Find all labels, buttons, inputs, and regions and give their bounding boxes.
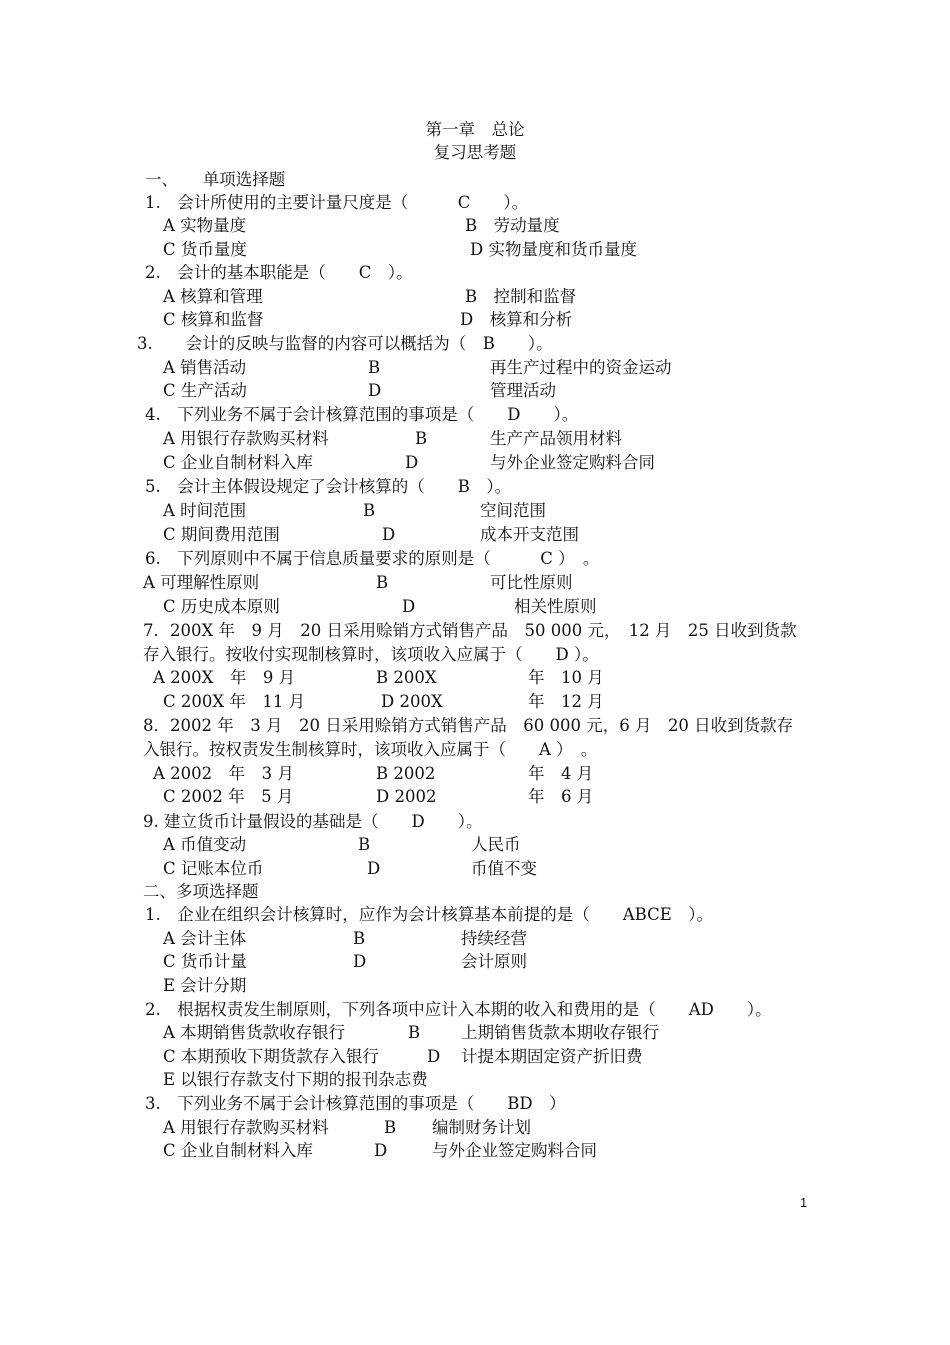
q5-option-c: C 期间费用范围 [163, 525, 280, 544]
m1-option-c: C 货币计量 [163, 952, 247, 971]
q8-option-c: C 2002 年 5 月 [163, 787, 294, 806]
question-8-line-2: 入银行。按权责发生制核算时，该项收入应属于（ A ） 。 [143, 740, 598, 759]
section-heading-single-choice: 一、 单项选择题 [145, 170, 286, 189]
m3-option-c: C 企业自制材料入库 [163, 1141, 313, 1160]
m1-option-b-letter: B [353, 929, 366, 948]
question-2: 2. 会计的基本职能是（ C ）。 [145, 263, 413, 282]
q3-option-a: A 销售活动 [163, 358, 247, 377]
m1-option-d-text: 会计原则 [461, 952, 527, 971]
q9-option-c: C 记账本位币 [163, 859, 264, 878]
m2-option-e: E 以银行存款支付下期的报刊杂志费 [163, 1070, 428, 1089]
q6-option-b-text: 可比性原则 [490, 573, 573, 592]
q6-option-b-letter: B [376, 573, 389, 592]
m1-option-d-letter: D [353, 952, 367, 971]
question-8-line-1: 8．2002 年 3 月 20 日采用赊销方式销售产品 60 000 元，6 月 20 日收到货款存 [143, 716, 794, 735]
q3-option-d-text: 管理活动 [490, 381, 556, 400]
multi-question-3: 3. 下列业务不属于会计核算范围的事项是（ BD ） [145, 1094, 566, 1113]
q7-option-d-letter: D 200X [381, 692, 443, 711]
q1-option-a: A 实物量度 [163, 216, 247, 235]
q6-option-a: A 可理解性原则 [143, 573, 260, 592]
question-9: 9. 建立货币计量假设的基础是（ D ）。 [143, 812, 483, 831]
q9-option-b-text: 人民币 [471, 835, 521, 854]
question-5: 5. 会计主体假设规定了会计核算的（ B ）。 [145, 477, 512, 496]
multi-question-2: 2. 根据权责发生制原则，下列各项中应计入本期的收入和费用的是（ AD ）。 [145, 1000, 772, 1019]
q3-option-c: C 生产活动 [163, 381, 247, 400]
section-heading-multiple-choice: 二、多项选择题 [143, 882, 259, 901]
q4-option-d-letter: D [405, 453, 419, 472]
q6-option-d-text: 相关性原则 [514, 597, 597, 616]
q8-option-d-text: 年 6 月 [528, 787, 594, 806]
m2-option-b-text: 上期销售货款本期收存银行 [461, 1023, 659, 1042]
q2-option-c: C 核算和监督 [163, 310, 264, 329]
chapter-title: 第一章 总论 [425, 120, 525, 139]
q5-option-a: A 时间范围 [163, 501, 247, 520]
q7-option-a: A 200X 年 9 月 [153, 668, 296, 687]
q4-option-d-text: 与外企业签定购料合同 [490, 453, 655, 472]
q9-option-d-letter: D [367, 859, 381, 878]
q1-option-b: B 劳动量度 [465, 216, 560, 235]
q4-option-b-text: 生产产品领用材料 [490, 429, 622, 448]
q8-option-d-letter: D 2002 [376, 787, 437, 806]
m3-option-a: A 用银行存款购买材料 [163, 1118, 329, 1137]
q8-option-a: A 2002 年 3 月 [153, 764, 294, 783]
m2-option-a: A 本期销售货款收存银行 [163, 1023, 346, 1042]
q3-option-b-text: 再生产过程中的资金运动 [490, 358, 672, 377]
q7-option-b-letter: B 200X [376, 668, 437, 687]
q7-option-c: C 200X 年 11 月 [163, 692, 306, 711]
q9-option-b-letter: B [358, 835, 371, 854]
q7-option-b-text: 年 10 月 [528, 668, 604, 687]
m1-option-e: E 会计分期 [163, 976, 247, 995]
q2-option-a: A 核算和管理 [163, 287, 263, 306]
q9-option-d-text: 币值不变 [471, 859, 537, 878]
q5-option-b-text: 空间范围 [480, 501, 546, 520]
m3-option-d-letter: D [374, 1141, 388, 1160]
m1-option-a: A 会计主体 [163, 929, 247, 948]
m2-option-b-letter: B [408, 1023, 421, 1042]
question-6: 6. 下列原则中不属于信息质量要求的原则是（ C ） 。 [145, 549, 600, 568]
m3-option-b-text: 编制财务计划 [432, 1118, 531, 1137]
q8-option-b-text: 年 4 月 [528, 764, 594, 783]
m2-option-d-letter: D [427, 1047, 441, 1066]
q2-option-b: B 控制和监督 [465, 287, 577, 306]
question-1: 1. 会计所使用的主要计量尺度是（ C ）。 [145, 193, 529, 212]
q4-option-c: C 企业自制材料入库 [163, 453, 313, 472]
question-4: 4. 下列业务不属于会计核算范围的事项是（ D ）。 [145, 405, 579, 424]
m3-option-d-text: 与外企业签定购料合同 [432, 1141, 597, 1160]
q2-option-d: D 核算和分析 [460, 310, 573, 329]
q9-option-a: A 币值变动 [163, 835, 247, 854]
multi-question-1: 1. 企业在组织会计核算时，应作为会计核算基本前提的是（ ABCE ）。 [145, 905, 714, 924]
q1-option-d: D 实物量度和货币量度 [470, 240, 637, 259]
q3-option-b-letter: B [368, 358, 381, 377]
q4-option-b-letter: B [415, 429, 428, 448]
q4-option-a: A 用银行存款购买材料 [163, 429, 329, 448]
q6-option-c: C 历史成本原则 [163, 597, 280, 616]
q5-option-b-letter: B [363, 501, 376, 520]
question-7-line-1: 7．200X 年 9 月 20 日采用赊销方式销售产品 50 000 元， 12 月 25 日收到货款 [143, 621, 797, 640]
q5-option-d-letter: D [382, 525, 396, 544]
m3-option-b-letter: B [384, 1118, 397, 1137]
m2-option-d-text: 计提本期固定资产折旧费 [461, 1047, 643, 1066]
q5-option-d-text: 成本开支范围 [480, 525, 579, 544]
m1-option-b-text: 持续经营 [461, 929, 527, 948]
question-3: 3. 会计的反映与监督的内容可以概括为（ B ）。 [137, 334, 553, 353]
m2-option-c: C 本期预收下期货款存入银行 [163, 1047, 379, 1066]
question-7-line-2: 存入银行。按收付实现制核算时，该项收入应属于（ D ）。 [143, 645, 599, 664]
q8-option-b-letter: B 2002 [376, 764, 436, 783]
q6-option-d-letter: D [402, 597, 416, 616]
page-number: 1 [800, 1195, 808, 1210]
q7-option-d-text: 年 12 月 [528, 692, 604, 711]
page-subtitle: 复习思考题 [433, 143, 517, 162]
q3-option-d-letter: D [368, 381, 382, 400]
q1-option-c: C 货币量度 [163, 240, 247, 259]
